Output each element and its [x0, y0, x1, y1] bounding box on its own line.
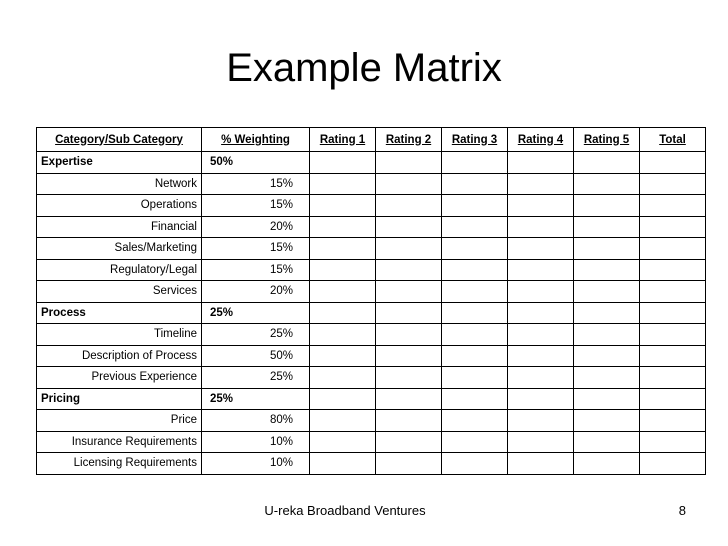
cell-weighting: 10% [202, 431, 310, 453]
cell-rating-4 [508, 410, 574, 432]
table-row-category [37, 302, 706, 324]
cell-rating-3 [442, 388, 508, 410]
table-row-subcategory [37, 324, 706, 346]
cell-rating-4 [508, 431, 574, 453]
table-row-subcategory [37, 410, 706, 432]
table-row-subcategory [37, 431, 706, 453]
cell-category-label: Description of Process [37, 345, 202, 367]
column-header-rating-5: Rating 5 [574, 128, 640, 152]
cell-weighting: 15% [202, 238, 310, 260]
cell-total [640, 388, 706, 410]
cell-category-label: Expertise [37, 152, 202, 174]
cell-rating-1 [310, 216, 376, 238]
cell-category-label: Insurance Requirements [37, 431, 202, 453]
table-row-category [37, 388, 706, 410]
column-header-weighting: % Weighting [202, 128, 310, 152]
cell-rating-4 [508, 324, 574, 346]
cell-rating-4 [508, 453, 574, 475]
cell-total [640, 367, 706, 389]
cell-rating-3 [442, 302, 508, 324]
cell-rating-1 [310, 367, 376, 389]
cell-rating-3 [442, 345, 508, 367]
cell-rating-4 [508, 259, 574, 281]
cell-rating-2 [376, 367, 442, 389]
table-row-subcategory [37, 173, 706, 195]
column-header-rating-1: Rating 1 [310, 128, 376, 152]
cell-weighting: 25% [202, 302, 310, 324]
cell-rating-3 [442, 152, 508, 174]
cell-rating-5 [574, 281, 640, 303]
table-row-subcategory [37, 345, 706, 367]
cell-rating-4 [508, 195, 574, 217]
table-row-subcategory [37, 238, 706, 260]
cell-weighting: 25% [202, 324, 310, 346]
cell-weighting: 20% [202, 281, 310, 303]
cell-category-label: Services [37, 281, 202, 303]
cell-rating-1 [310, 345, 376, 367]
cell-rating-1 [310, 431, 376, 453]
cell-weighting: 15% [202, 173, 310, 195]
cell-category-label: Pricing [37, 388, 202, 410]
cell-category-label: Process [37, 302, 202, 324]
footer-company-name: U-reka Broadband Ventures [264, 503, 426, 518]
cell-total [640, 173, 706, 195]
cell-rating-3 [442, 431, 508, 453]
cell-rating-5 [574, 238, 640, 260]
column-header-category: Category/Sub Category [37, 128, 202, 152]
cell-weighting: 15% [202, 195, 310, 217]
cell-rating-4 [508, 216, 574, 238]
cell-category-label: Network [37, 173, 202, 195]
cell-rating-3 [442, 259, 508, 281]
cell-rating-1 [310, 195, 376, 217]
cell-rating-2 [376, 453, 442, 475]
cell-rating-2 [376, 345, 442, 367]
slide-title: Example Matrix [226, 46, 502, 90]
cell-rating-4 [508, 302, 574, 324]
cell-rating-1 [310, 259, 376, 281]
cell-rating-4 [508, 281, 574, 303]
cell-rating-1 [310, 173, 376, 195]
cell-weighting: 50% [202, 152, 310, 174]
cell-rating-2 [376, 216, 442, 238]
cell-total [640, 238, 706, 260]
cell-rating-4 [508, 152, 574, 174]
cell-rating-3 [442, 410, 508, 432]
cell-rating-5 [574, 345, 640, 367]
cell-rating-1 [310, 410, 376, 432]
cell-rating-5 [574, 453, 640, 475]
cell-rating-3 [442, 281, 508, 303]
cell-rating-1 [310, 324, 376, 346]
cell-rating-2 [376, 410, 442, 432]
cell-rating-3 [442, 324, 508, 346]
cell-rating-1 [310, 152, 376, 174]
cell-total [640, 324, 706, 346]
table-row-subcategory [37, 195, 706, 217]
cell-rating-5 [574, 173, 640, 195]
cell-rating-2 [376, 259, 442, 281]
cell-rating-3 [442, 367, 508, 389]
table-body [37, 152, 706, 475]
cell-weighting: 80% [202, 410, 310, 432]
cell-rating-4 [508, 367, 574, 389]
cell-weighting: 15% [202, 259, 310, 281]
table-row-subcategory [37, 367, 706, 389]
cell-rating-1 [310, 302, 376, 324]
cell-rating-4 [508, 238, 574, 260]
cell-weighting: 50% [202, 345, 310, 367]
column-header-rating-4: Rating 4 [508, 128, 574, 152]
cell-rating-3 [442, 173, 508, 195]
cell-rating-5 [574, 152, 640, 174]
cell-rating-5 [574, 195, 640, 217]
cell-rating-4 [508, 173, 574, 195]
cell-total [640, 302, 706, 324]
column-header-rating-2: Rating 2 [376, 128, 442, 152]
cell-rating-4 [508, 388, 574, 410]
cell-rating-3 [442, 238, 508, 260]
cell-rating-1 [310, 453, 376, 475]
table-row-subcategory [37, 259, 706, 281]
cell-rating-1 [310, 238, 376, 260]
cell-rating-2 [376, 238, 442, 260]
cell-category-label: Regulatory/Legal [37, 259, 202, 281]
cell-total [640, 216, 706, 238]
cell-rating-1 [310, 388, 376, 410]
cell-total [640, 410, 706, 432]
table-header-row [37, 128, 706, 152]
cell-rating-5 [574, 302, 640, 324]
cell-rating-2 [376, 431, 442, 453]
cell-rating-5 [574, 388, 640, 410]
cell-category-label: Operations [37, 195, 202, 217]
cell-category-label: Previous Experience [37, 367, 202, 389]
cell-total [640, 345, 706, 367]
cell-weighting: 20% [202, 216, 310, 238]
page-number: 8 [678, 503, 686, 518]
cell-category-label: Timeline [37, 324, 202, 346]
cell-total [640, 195, 706, 217]
column-header-total: Total [640, 128, 706, 152]
cell-rating-5 [574, 216, 640, 238]
cell-rating-2 [376, 173, 442, 195]
cell-weighting: 25% [202, 388, 310, 410]
cell-total [640, 259, 706, 281]
cell-rating-5 [574, 324, 640, 346]
cell-rating-2 [376, 388, 442, 410]
cell-rating-5 [574, 367, 640, 389]
cell-rating-2 [376, 152, 442, 174]
table-row-subcategory [37, 453, 706, 475]
slide-footer [0, 502, 728, 520]
cell-category-label: Price [37, 410, 202, 432]
cell-rating-3 [442, 195, 508, 217]
cell-total [640, 281, 706, 303]
cell-weighting: 25% [202, 367, 310, 389]
cell-rating-3 [442, 453, 508, 475]
cell-total [640, 453, 706, 475]
cell-category-label: Financial [37, 216, 202, 238]
table-row-subcategory [37, 216, 706, 238]
table-row-category [37, 152, 706, 174]
table-row-subcategory [37, 281, 706, 303]
cell-rating-5 [574, 431, 640, 453]
column-header-rating-3: Rating 3 [442, 128, 508, 152]
evaluation-matrix-table [36, 127, 706, 475]
cell-weighting: 10% [202, 453, 310, 475]
cell-rating-2 [376, 281, 442, 303]
cell-rating-3 [442, 216, 508, 238]
cell-rating-2 [376, 324, 442, 346]
cell-rating-5 [574, 410, 640, 432]
cell-rating-1 [310, 281, 376, 303]
cell-total [640, 431, 706, 453]
cell-rating-5 [574, 259, 640, 281]
cell-category-label: Sales/Marketing [37, 238, 202, 260]
cell-total [640, 152, 706, 174]
cell-rating-2 [376, 195, 442, 217]
cell-category-label: Licensing Requirements [37, 453, 202, 475]
cell-rating-2 [376, 302, 442, 324]
cell-rating-4 [508, 345, 574, 367]
